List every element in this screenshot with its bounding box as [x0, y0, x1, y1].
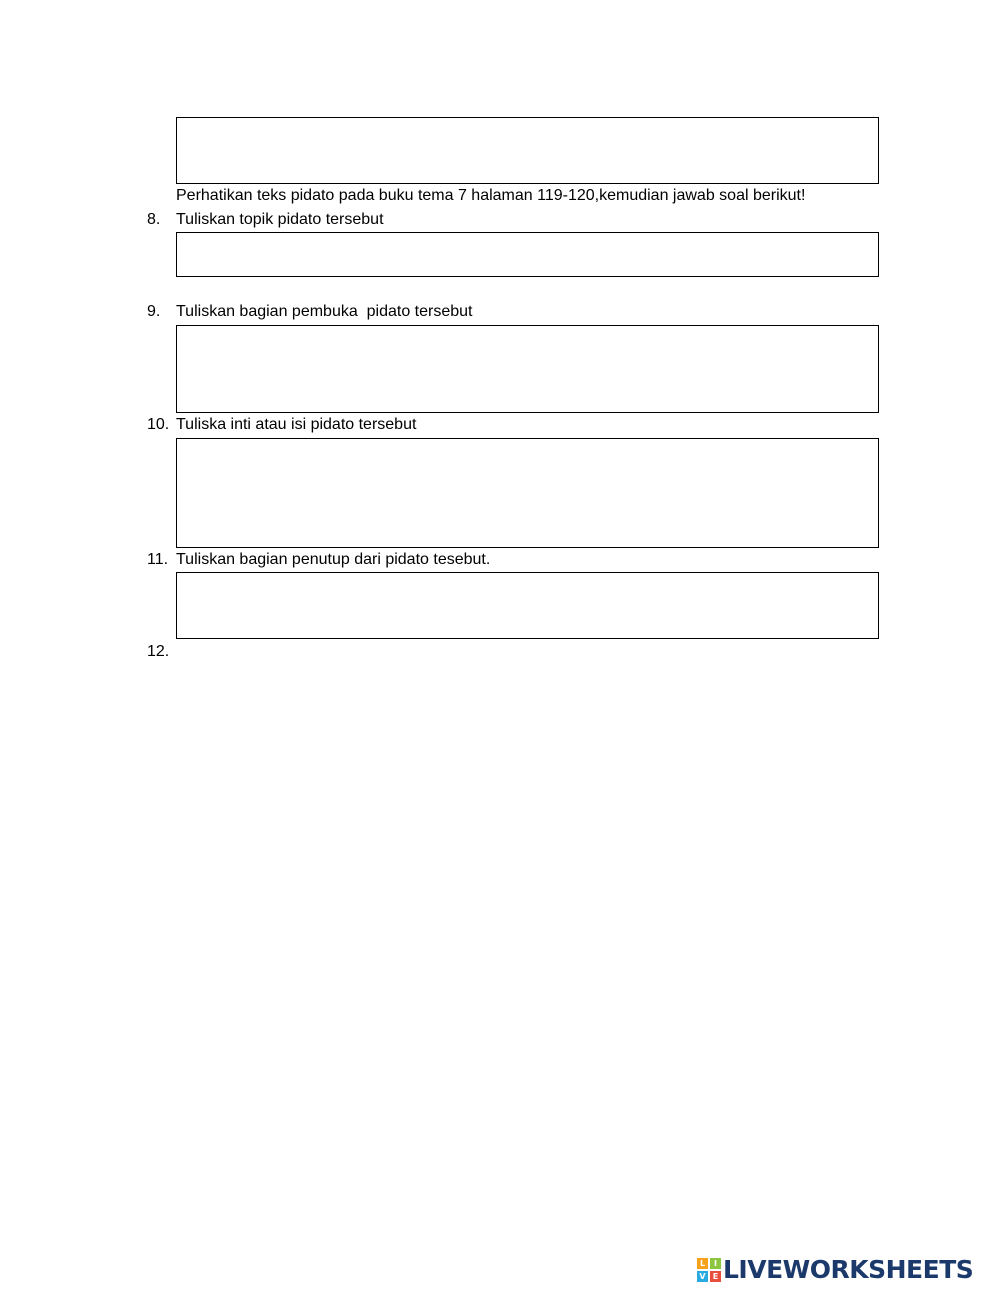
- liveworksheets-logo: [697, 1256, 973, 1284]
- answer-box-prev[interactable]: [176, 117, 879, 184]
- question-12-number: 12.: [147, 643, 170, 660]
- question-8-number: 8.: [147, 211, 161, 228]
- instruction-text: Perhatikan teks pidato pada buku tema 7 halaman 119-120,kemudian jawab soal berikut!: [176, 187, 806, 204]
- question-10-number: 10.: [147, 416, 170, 433]
- question-8-text: Tuliskan topik pidato tersebut: [176, 211, 384, 228]
- answer-box-11[interactable]: [176, 572, 879, 639]
- question-9-number: 9.: [147, 303, 161, 320]
- question-11-number: 11.: [147, 551, 169, 568]
- answer-box-9[interactable]: [176, 325, 879, 413]
- logo-square-i: I: [710, 1258, 721, 1269]
- logo-text: LIVEWORKSHEETS: [723, 1255, 974, 1284]
- answer-box-10[interactable]: [176, 438, 879, 548]
- question-9-text: Tuliskan bagian pembuka pidato tersebut: [176, 303, 473, 320]
- logo-square-v: V: [697, 1271, 708, 1282]
- answer-box-8[interactable]: [176, 232, 879, 277]
- logo-square-l: L: [697, 1258, 708, 1269]
- logo-square-e: E: [710, 1271, 721, 1282]
- question-11-text: Tuliskan bagian penutup dari pidato tesebut.: [176, 551, 491, 568]
- logo-squares-icon: [697, 1258, 721, 1282]
- question-10-text: Tuliska inti atau isi pidato tersebut: [176, 416, 417, 433]
